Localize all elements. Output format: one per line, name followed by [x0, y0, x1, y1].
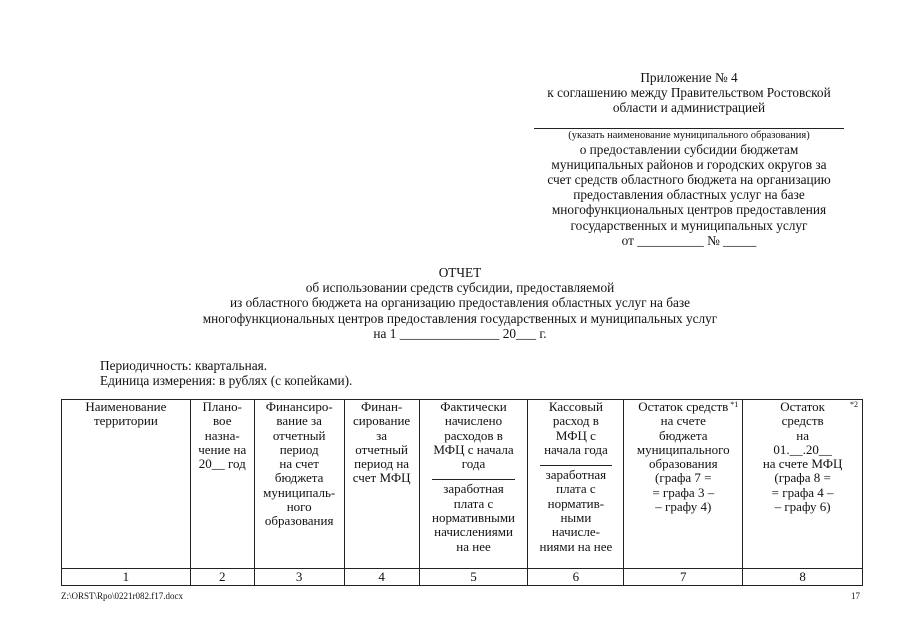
column-header-text: Остаток средств на 01.__.20__ на счете МФЦ (графа 8 = = графа 4 – – графу 6)	[762, 399, 843, 515]
appendix-line: к соглашению между Правительством Ростовской	[547, 85, 831, 101]
column-header	[254, 400, 344, 569]
report-line: на 1 _______________ 20___ г.	[373, 325, 547, 341]
column-header-text: Наименование территории	[85, 399, 167, 429]
unit: Единица измерения: в рублях (с копейками).	[100, 373, 353, 389]
appendix-line: о предоставлении субсидии бюджетам	[579, 141, 799, 157]
report-line: из областного бюджета на организацию предоставления областных услуг на базе	[229, 295, 691, 311]
report-meta	[100, 358, 352, 388]
column-header	[62, 400, 191, 569]
appendix-block	[505, 70, 873, 248]
column-header	[419, 400, 528, 569]
appendix-line: от __________ № _____	[621, 232, 757, 248]
column-subheader-text: заработная плата с норматив- ными начисле- ниями на нее	[539, 467, 613, 554]
column-header-text: Финан- сирование за отчетный период на счет МФЦ	[352, 399, 411, 486]
appendix-title: Приложение № 4	[640, 70, 738, 85]
table-header-row	[62, 400, 863, 569]
page-number: 17	[851, 591, 860, 601]
column-number-row	[62, 569, 863, 586]
report-title: ОТЧЕТ	[438, 265, 482, 280]
appendix-line: предоставления областных услуг на базе	[573, 187, 805, 203]
column-header	[743, 400, 863, 569]
appendix-line: государственных и муниципальных услуг	[570, 217, 808, 233]
column-number: 1	[62, 569, 191, 586]
column-number: 7	[624, 569, 743, 586]
column-header-text: Плано- вое назна- чение на 20__ год	[198, 399, 247, 472]
periodicity: Периодичность: квартальная.	[100, 358, 268, 373]
appendix-line: счет средств областного бюджета на организацию	[547, 172, 831, 188]
column-header-text: Кассовый расход в МФЦ с начала года	[544, 399, 608, 457]
footnote-marker: *2	[850, 400, 858, 409]
column-number: 3	[254, 569, 344, 586]
appendix-line: области и администрацией	[612, 100, 766, 116]
report-heading	[60, 265, 860, 341]
column-number: 8	[743, 569, 863, 586]
column-number: 5	[419, 569, 528, 586]
appendix-hint: (указать наименование муниципального образования)	[568, 129, 810, 141]
sub-divider	[432, 479, 515, 480]
column-number: 6	[528, 569, 624, 586]
column-header	[190, 400, 254, 569]
file-path: Z:\ORST\Rpo\0221r082.f17.docx	[61, 591, 183, 601]
report-line: многофункциональных центров предоставления государственных и муниципальных услуг	[202, 310, 718, 326]
column-subheader-text: заработная плата с нормативными начислениями на нее	[432, 481, 516, 554]
column-number: 2	[190, 569, 254, 586]
appendix-line: многофункциональных центров предоставления	[551, 202, 827, 218]
report-line: об использовании средств субсидии, предоставляемой	[305, 280, 615, 296]
column-header-text: Фактически начислено расходов в МФЦ с начала года	[433, 399, 514, 472]
column-number: 4	[344, 569, 419, 586]
column-header-text: Остаток средств на счете бюджета муниципального образования (графа 7 = = графа 3 – – графу 4)	[636, 399, 730, 515]
column-header	[528, 400, 624, 569]
column-header	[344, 400, 419, 569]
column-header	[624, 400, 743, 569]
footnote-marker: *1	[730, 400, 739, 409]
report-table	[61, 399, 863, 586]
sub-divider	[540, 465, 613, 466]
appendix-line: муниципальных районов и городских округов за	[551, 156, 827, 172]
column-header-text: Финансиро- вание за отчетный период на счет бюджета муниципаль- ного образования	[263, 399, 336, 529]
